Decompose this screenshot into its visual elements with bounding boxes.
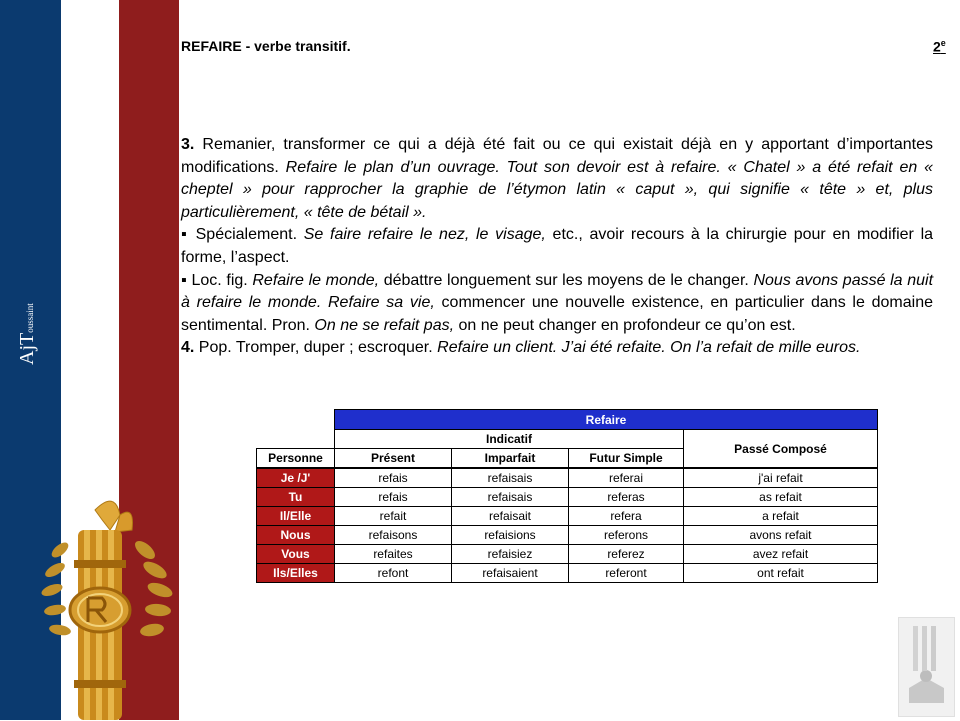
table-row (257, 545, 878, 564)
pronoun-cell: Nous (257, 526, 335, 545)
definition-segment: on ne peut changer en profondeur ce qu’on est. (454, 316, 796, 334)
conjugation-cell: refaisiez (452, 545, 569, 564)
column-header-personne: Personne (257, 449, 335, 469)
pronoun-cell: Je /J' (257, 468, 335, 488)
page-title: REFAIRE - verbe transitif. (181, 38, 351, 54)
conjugation-cell: referas (569, 488, 684, 507)
table-row (257, 526, 878, 545)
conjugation-cell: refais (335, 468, 452, 488)
pronoun-cell: Tu (257, 488, 335, 507)
conjugation-cell: referons (569, 526, 684, 545)
conjugation-cell: as refait (684, 488, 878, 507)
passe-compose-header: Passé Composé (684, 430, 878, 469)
table-title: Refaire (335, 410, 878, 430)
table-row (257, 488, 878, 507)
republic-emblem-icon (40, 490, 180, 720)
table-row (257, 564, 878, 583)
definition-segment: Pop. Tromper, duper ; escroquer. (194, 339, 438, 357)
definition-segment: ▪ Loc. fig. (181, 271, 253, 289)
table-row (257, 507, 878, 526)
definition-paragraph (181, 337, 933, 360)
conjugation-cell: refaisions (452, 526, 569, 545)
example-text: Refaire le plan d’un ouvrage. Tout son devoir est à refaire. « Chatel » a été refait en « cheptel » pour rapprocher la graphie de l’étymon latin « caput », qui signifie « tête » et, plus particulièrement, « tête de bétail ». (181, 158, 934, 221)
definition-segment: Remanier, transformer ce qui a déjà été fait ou ce qui existait déjà en y apportant d’importantes modifications. (181, 136, 933, 176)
conjugation-cell: refaisais (452, 488, 569, 507)
logo-initials: AjT (16, 332, 38, 365)
pronoun-cell: Il/Elle (257, 507, 335, 526)
academie-francaise-logo (898, 617, 955, 717)
conjugation-cell: j'ai refait (684, 468, 878, 488)
ajt-logo (8, 270, 48, 380)
conjugation-cell: refaisaient (452, 564, 569, 583)
conjugation-cell: referez (569, 545, 684, 564)
conjugation-cell: avez refait (684, 545, 878, 564)
definition-segment: débattre longuement sur les moyens de le changer. (379, 271, 754, 289)
table-blank-cell (257, 410, 335, 430)
table-row (257, 468, 878, 488)
column-header-imparfait: Imparfait (452, 449, 569, 469)
conjugation-cell: refont (335, 564, 452, 583)
conjugation-cell: a refait (684, 507, 878, 526)
conjugation-cell: refais (335, 488, 452, 507)
definition-segment: commencer une nouvelle existence, en particulier dans le domaine sentimental. Pron. (181, 294, 933, 334)
column-header-present: Présent (335, 449, 452, 469)
conjugation-cell: refera (569, 507, 684, 526)
definition-paragraph (181, 134, 933, 224)
conjugation-cell: referai (569, 468, 684, 488)
conjugation-cell: refaites (335, 545, 452, 564)
logo-suffix: oussaint (25, 303, 35, 333)
pronoun-cell: Ils/Elles (257, 564, 335, 583)
conjugation-cell: refaisais (452, 468, 569, 488)
example-text: Se faire refaire le nez, le visage, (303, 226, 546, 244)
definition-number: 3. (181, 136, 195, 153)
conjugation-cell: ont refait (684, 564, 878, 583)
example-text: Refaire le monde, (252, 271, 380, 289)
conjugation-cell: refaisait (452, 507, 569, 526)
conjugation-table (256, 409, 878, 583)
conjugation-cell: avons refait (684, 526, 878, 545)
definition-text (181, 134, 933, 360)
page-number-suffix: e (940, 38, 946, 48)
conjugation-cell: referont (569, 564, 684, 583)
conjugation-cell: refait (335, 507, 452, 526)
column-header-futur: Futur Simple (569, 449, 684, 469)
page-number (933, 38, 946, 55)
example-text: On ne se refait pas, (314, 316, 455, 334)
definition-segment: ▪ Spécialement. (181, 226, 304, 244)
definition-paragraph (181, 224, 933, 269)
definition-paragraph (181, 270, 933, 338)
conjugation-cell: refaisons (335, 526, 452, 545)
definition-number: 4. (181, 339, 195, 357)
definition-segment: etc., avoir recours à la chirurgie pour en modifier la forme, l’aspect. (181, 226, 934, 266)
example-text: Refaire un client. J’ai été refaite. On l’a refait de mille euros. (437, 339, 861, 357)
example-text: Nous avons passé la nuit à refaire le monde. Refaire sa vie, (181, 271, 934, 312)
pronoun-cell: Vous (257, 545, 335, 564)
page-number-value: 2 (933, 38, 941, 55)
table-blank-cell (257, 430, 335, 449)
indicatif-header: Indicatif (335, 430, 684, 449)
